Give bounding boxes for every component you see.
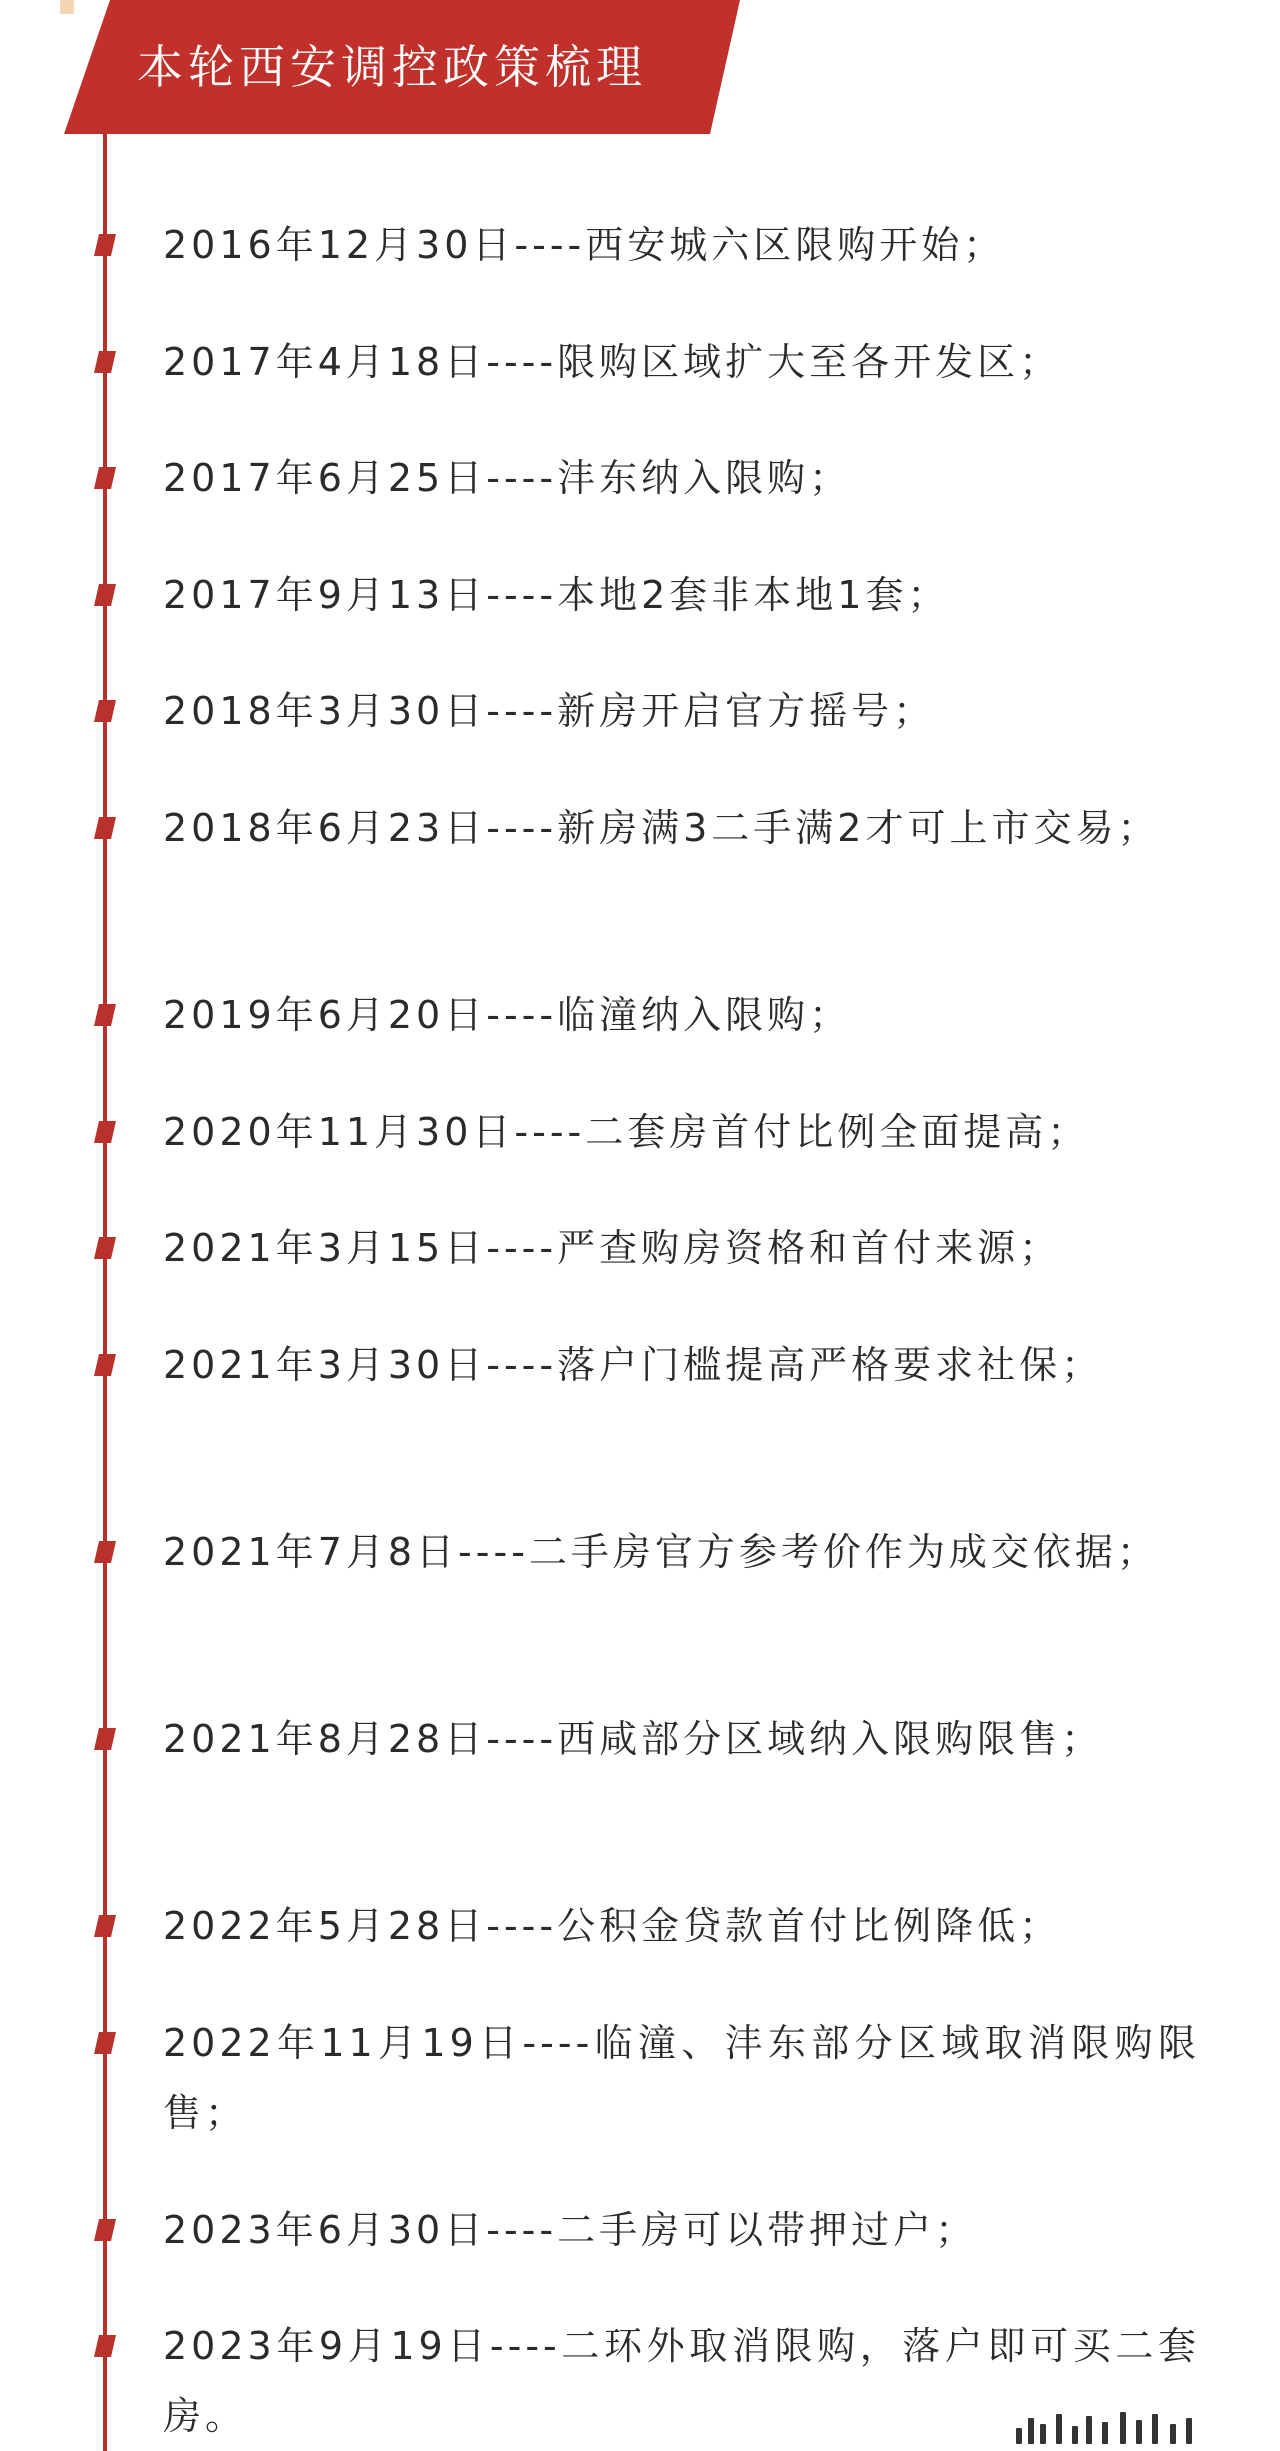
bullet-marker — [94, 1541, 116, 1563]
bullet-marker — [94, 1728, 116, 1750]
bullet-marker — [94, 1354, 116, 1376]
entry-text: 2021年8月28日----西咸部分区域纳入限购限售； — [163, 1717, 1104, 1761]
bullet-marker — [94, 467, 116, 489]
entry-text: 2022年11月19日----临潼、沣东部分区域取消限购限售； — [163, 2021, 1200, 2135]
bullet-marker — [94, 1915, 116, 1937]
bullet-marker — [94, 1121, 116, 1143]
entry-text: 2019年6月20日----临潼纳入限购； — [163, 993, 852, 1037]
bullet-marker — [94, 1004, 116, 1026]
entry-text: 2020年11月30日----二套房首付比例全面提高； — [163, 1110, 1090, 1154]
entry-text: 2023年6月30日----二手房可以带押过户； — [163, 2208, 978, 2252]
bullet-marker — [94, 2335, 116, 2357]
page-title: 本轮西安调控政策梳理 — [137, 40, 647, 94]
entry-text: 2016年12月30日----西安城六区限购开始； — [163, 223, 1006, 267]
bullet-marker — [94, 1237, 116, 1259]
entry-text: 2017年4月18日----限购区域扩大至各开发区； — [163, 340, 1062, 384]
entry-text: 2021年3月30日----落户门槛提高严格要求社保； — [163, 1343, 1104, 1387]
watermark-logo — [1016, 2408, 1206, 2444]
entry-text: 2017年6月25日----沣东纳入限购； — [163, 456, 852, 500]
entry-text: 2022年5月28日----公积金贷款首付比例降低； — [163, 1904, 1062, 1948]
bullet-marker — [94, 351, 116, 373]
entry-text: 2018年6月23日----新房满3二手满2才可上市交易； — [163, 806, 1160, 850]
bullet-marker — [94, 584, 116, 606]
entry-text: 2021年3月15日----严查购房资格和首付来源； — [163, 1226, 1062, 1270]
bullet-marker — [94, 700, 116, 722]
entry-text: 2021年7月8日----二手房官方参考价作为成交依据； — [163, 1530, 1159, 1574]
bullet-marker — [94, 2219, 116, 2241]
entry-text: 2017年9月13日----本地2套非本地1套； — [163, 573, 950, 617]
bullet-marker — [94, 2032, 116, 2054]
entry-text: 2018年3月30日----新房开启官方摇号； — [163, 689, 936, 733]
bullet-marker — [94, 234, 116, 256]
entry-text: 2023年9月19日----二环外取消限购，落户即可买二套房。 — [163, 2324, 1200, 2438]
corner-decoration — [60, 0, 74, 14]
bullet-marker — [94, 817, 116, 839]
